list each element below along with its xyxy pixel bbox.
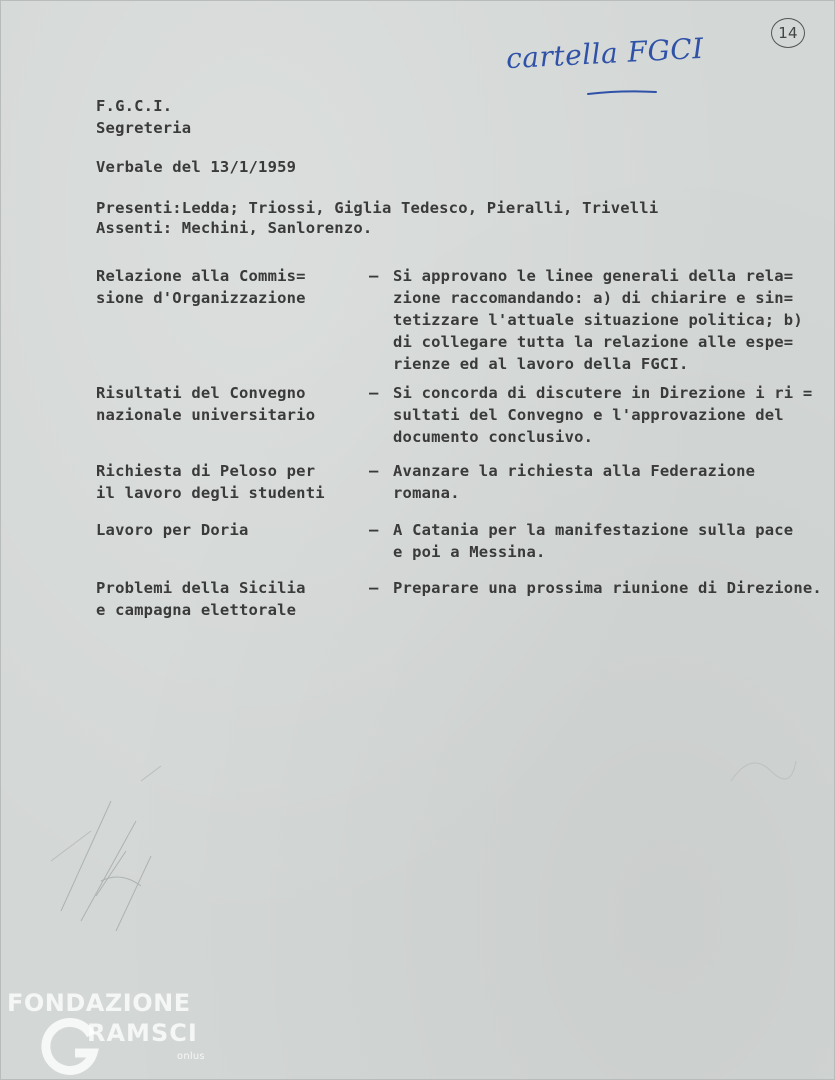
watermark-line2: RAMSCI [87,1019,198,1047]
agenda-decision: Preparare una prossima riunione di Direzione. [393,579,822,597]
agenda-dash: – [369,462,379,480]
agenda-decision: Avanzare la richiesta alla Federazione romana. [393,462,756,502]
agenda-dash: – [369,384,379,402]
watermark-suffix: onlus [177,1051,205,1062]
watermark-line1: FONDAZIONE [7,989,191,1017]
department-name: Segreteria [96,119,192,137]
agenda-dash: – [369,521,379,539]
organization-name: F.G.C.I. [96,97,173,115]
agenda-decision: A Catania per la manifestazione sulla pace e poi a Messina. [393,521,794,561]
paper-smudge-mark [721,741,801,801]
agenda-topic: Richiesta di Peloso per il lavoro degli studenti [96,462,325,502]
agenda-topic: Risultati del Convegno nazionale universitario [96,384,316,424]
agenda-decision: Si approvano le linee generali della rela= zione raccomandando: a) di chiarire e sin= tetizzare l'attuale situazione politica; b) di collegare tutta la relazione alle espe= rienze ed al lavoro della FGCI. [393,267,803,373]
agenda-topic: Relazione alla Commis= sione d'Organizzazione [96,267,306,307]
agenda-dash: – [369,579,379,597]
archive-watermark [7,989,217,1074]
minutes-title: Verbale del 13/1/1959 [96,158,297,176]
agenda-topic: Problemi della Sicilia e campagna elettorale [96,579,306,619]
present-list: Presenti:Ledda; Triossi, Giglia Tedesco, Pieralli, Trivelli [96,199,659,217]
absent-list: Assenti: Mechini, Sanlorenzo. [96,219,373,237]
handwritten-note: cartella FGCI [505,31,705,76]
page-number: 14 [771,18,805,48]
agenda-topic: Lavoro per Doria [96,521,249,539]
agenda-dash: – [369,267,379,285]
pencil-scribble-mark [41,761,181,931]
agenda-decision: Si concorda di discutere in Direzione i ri = sultati del Convegno e l'approvazione del documento conclusivo. [393,384,813,446]
handwritten-underline [586,89,658,97]
